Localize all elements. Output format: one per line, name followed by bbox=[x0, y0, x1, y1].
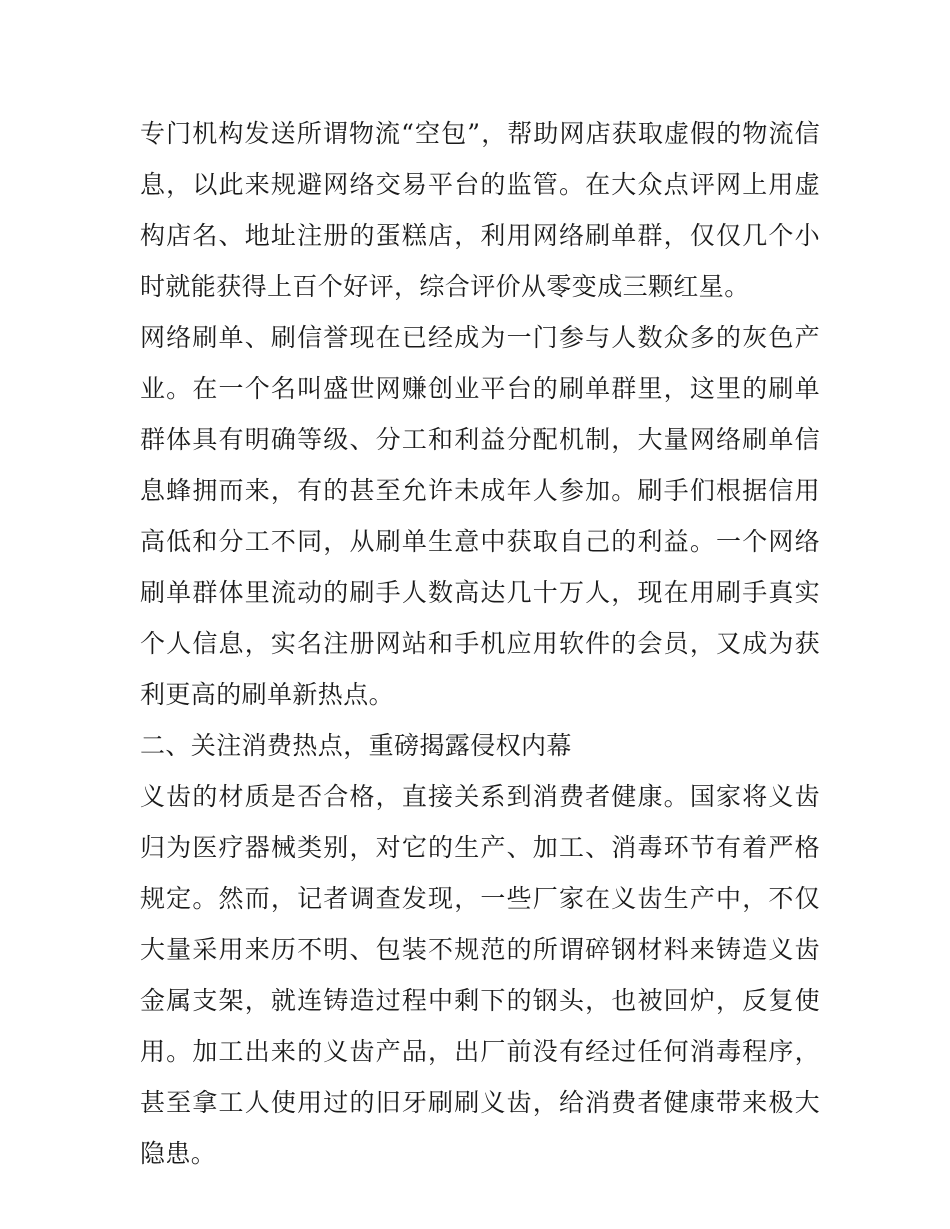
section-heading: 二、关注消费热点，重磅揭露侵权内幕 bbox=[140, 731, 572, 760]
paragraph-dentures: 义齿的材质是否合格，直接关系到消费者健康。国家将义齿归为医疗器械类别，对它的生产、加工、消毒环节有着严格规定。然而，记者调查发现，一些厂家在义齿生产中，不仅大量采用来历不明、包装不规范的所谓碎钢材料来铸造义齿金属支架，就连铸造过程中剩下的钢头，也被回炉，反复使用。加工出来的义齿产品，出厂前没有经过任何消毒程序，甚至拿工人使用过的旧牙刷刷义齿，给消费者健康带来极大隐患。 bbox=[140, 782, 820, 1168]
paragraph-brushing-industry: 网络刷单、刷信誉现在已经成为一门参与人数众多的灰色产业。在一个名叫盛世网赚创业平台的刷单群里，这里的刷单群体具有明确等级、分工和利益分配机制，大量网络刷单信息蜂拥而来，有的甚至允许未成年人参加。刷手们根据信用高低和分工不同，从刷单生意中获取自己的利益。一个网络刷单群体里流动的刷手人数高达几十万人，现在用刷手真实个人信息，实名注册网站和手机应用软件的会员，又成为获利更高的刷单新热点。 bbox=[140, 323, 820, 709]
document-body bbox=[140, 108, 820, 1179]
paragraph-fake-logistics: 专门机构发送所谓物流“空包”，帮助网店获取虚假的物流信息，以此来规避网络交易平台的监管。在大众点评网上用虚构店名、地址注册的蛋糕店，利用网络刷单群，仅仅几个小时就能获得上百个好评，综合评价从零变成三颗红星。 bbox=[140, 119, 820, 301]
